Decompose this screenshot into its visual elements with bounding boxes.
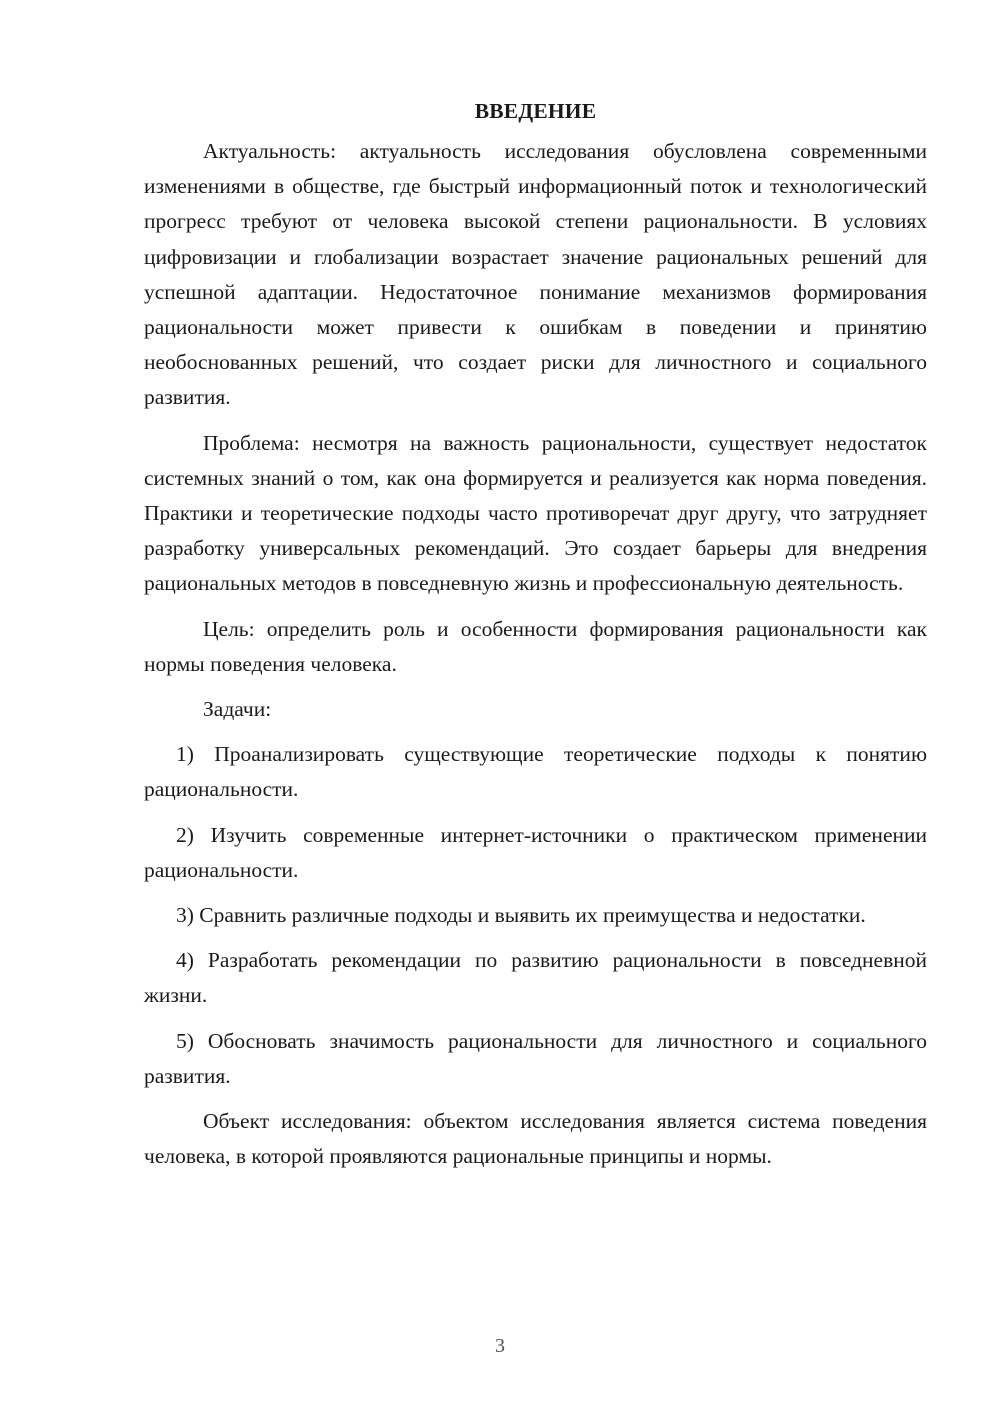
- tasks-label: Задачи:: [203, 697, 272, 722]
- goal-paragraph: Цель: определить роль и особенности формирования рациональности как нормы поведения человека.: [144, 616, 927, 676]
- task-item-2: 2) Изучить современные интернет-источники о практическом применении рациональности.: [144, 822, 927, 882]
- section-heading: ВВЕДЕНИЕ: [474, 99, 597, 123]
- object-paragraph: Объект исследования: объектом исследования является система поведения человека, в которой проявляются рациональные принципы и нормы.: [144, 1109, 927, 1169]
- task-item-5: 5) Обосновать значимость рациональности для личностного и социального развития.: [144, 1028, 927, 1088]
- problem-paragraph: Проблема: несмотря на важность рациональности, существует недостаток системных знаний о том, как она формируется и реализуется как норма поведения. Практики и теоретические подходы часто противоречат друг другу, что затрудняет разработку универсальных рекомендаций. Это создает барьеры для внедрения рациональных методов в повседневную жизнь и профессиональную деятельность.: [144, 430, 927, 596]
- task-item-3: 3) Сравнить различные подходы и выявить их преимущества и недостатки.: [176, 903, 866, 928]
- tasks-list: [144, 737, 927, 1094]
- page-content: [144, 94, 927, 1174]
- task-item-1: 1) Проанализировать существующие теоретические подходы к понятию рациональности.: [144, 742, 927, 802]
- task-item-4: 4) Разработать рекомендации по развитию рациональности в повседневной жизни.: [144, 948, 927, 1008]
- relevance-paragraph: Актуальность: актуальность исследования обусловлена современными изменениями в обществе, где быстрый информационный поток и технологический прогресс требуют от человека высокой степени рациональности. В условиях цифровизации и глобализации возрастает значение рациональных решений для успешной адаптации. Недостаточное понимание механизмов формирования рациональности может привести к ошибкам в поведении и принятию необоснованных решений, что создает риски для личностного и социального развития.: [144, 139, 927, 410]
- page-number: 3: [495, 1335, 505, 1357]
